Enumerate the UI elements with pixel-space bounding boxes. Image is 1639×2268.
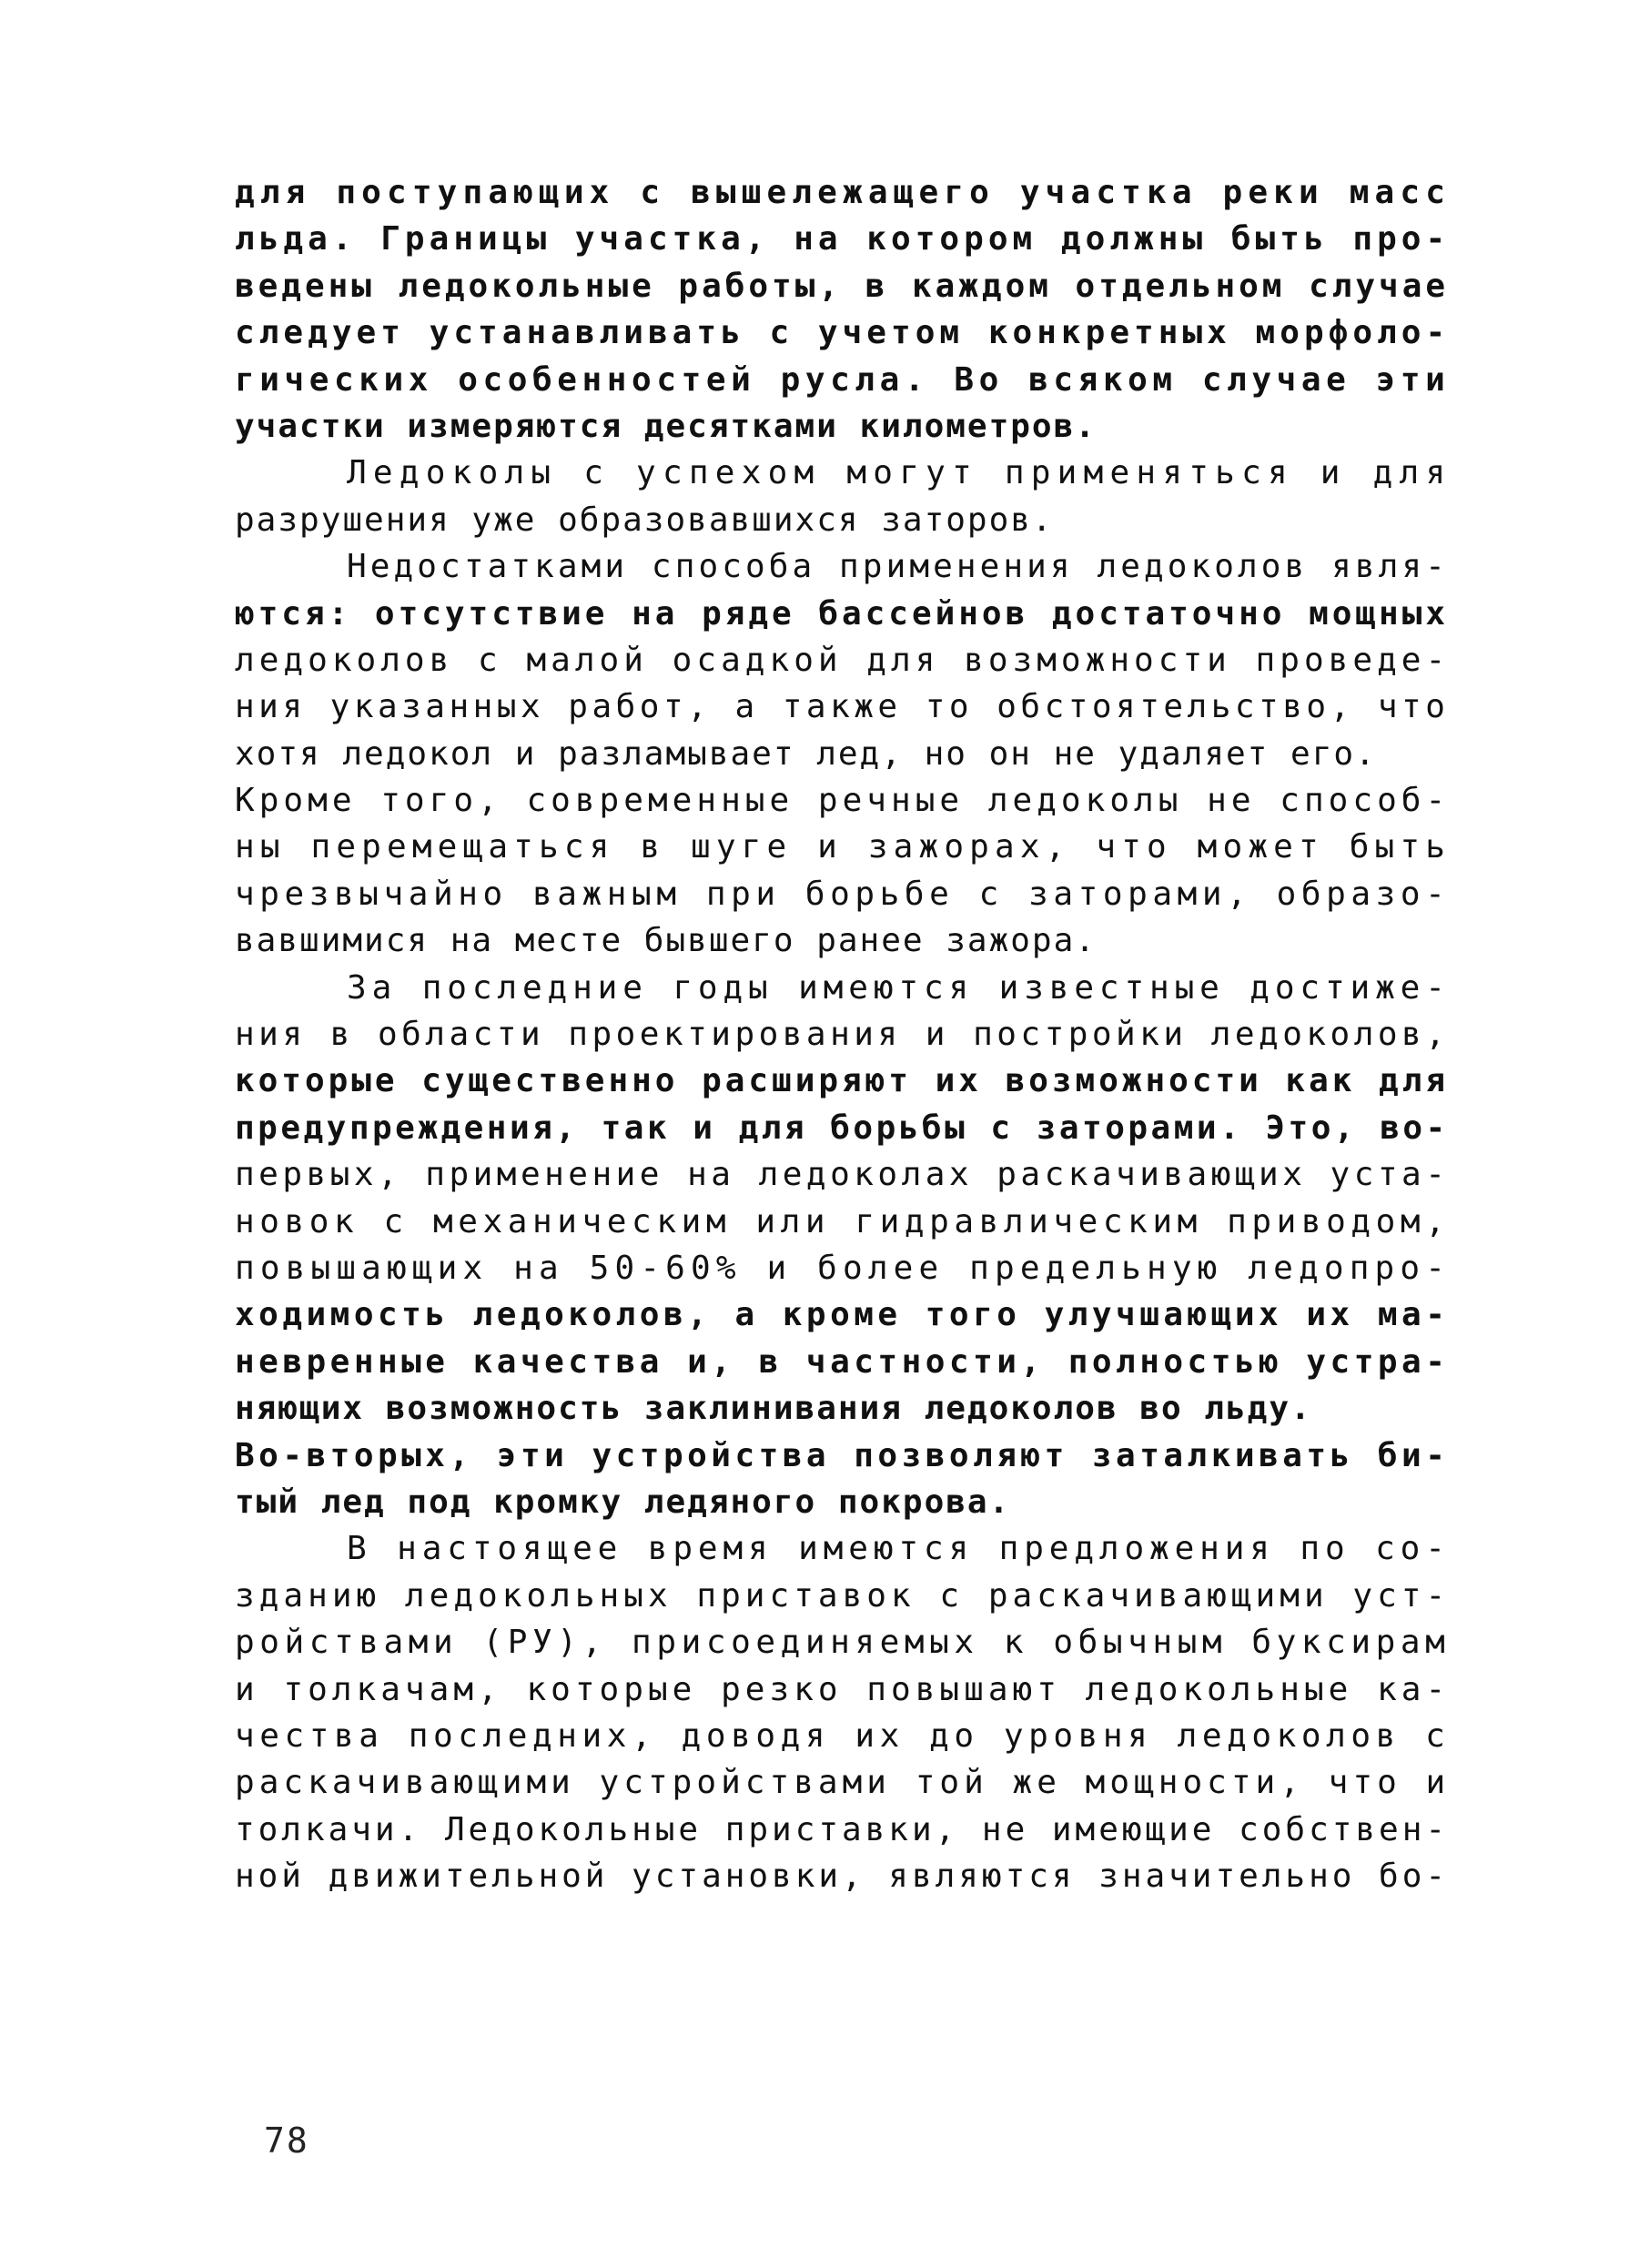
text-line-22: первых, применение на ледоколах раскачивающих уста-	[235, 1156, 1450, 1194]
text-line-35: раскачивающими устройствами той же мощности, что и	[235, 1764, 1451, 1802]
text-line-31: зданию ледокольных приставок с раскачивающими уст-	[235, 1576, 1451, 1615]
text-line-29: тый лед под кромку ледяного покрова.	[235, 1483, 1011, 1521]
text-line-23: новок с механическим или гидравлическим приводом,	[235, 1202, 1451, 1240]
text-line-37: ной движительной установки, являются значительно бо-	[235, 1858, 1449, 1896]
body-text	[235, 169, 1452, 1899]
text-line-36: толкачи. Ледокольные приставки, не имеющие собствен-	[235, 1810, 1449, 1848]
text-line-19: ния в области проектирования и постройки ледоколов,	[235, 1016, 1450, 1054]
text-line-15: ны перемещаться в шуге и зажорах, что может быть	[235, 828, 1452, 866]
text-line-25: ходимость ледоколов, а кроме того улучшающих их ма-	[235, 1296, 1450, 1334]
text-line-28: Во-вторых, эти устройства позволяют заталкивать би-	[235, 1436, 1450, 1474]
text-line-2: льда. Границы участка, на котором должны быть про-	[235, 220, 1451, 258]
text-line-26: невренные качества и, в частности, полностью устра-	[235, 1342, 1450, 1381]
text-line-9: Недостатками способа применения ледоколов явля-	[347, 548, 1449, 586]
text-line-17: вавшимися на месте бывшего ранее зажора.	[235, 922, 1097, 960]
text-line-10: ются: отсутствие на ряде бассейнов достаточно мощных	[235, 594, 1449, 633]
text-line-11: ледоколов с малой осадкой для возможности проведе-	[235, 641, 1451, 679]
text-line-4: следует устанавливать с учетом конкретных морфоло-	[235, 314, 1451, 352]
text-line-33: и толкачам, которые резко повышают ледокольные ка-	[235, 1670, 1451, 1708]
text-line-14: Кроме того, современные речные ледоколы не способ-	[235, 782, 1451, 820]
text-line-30: В настоящее время имеются предложения по со-	[347, 1530, 1451, 1568]
text-line-20: которые существенно расширяют их возможности как для	[235, 1062, 1449, 1100]
text-line-27: няющих возможность заклинивания ледоколов во льду.	[235, 1390, 1312, 1428]
text-line-16: чрезвычайно важным при борьбе с заторами, образо-	[235, 875, 1451, 913]
text-line-13: хотя ледокол и разламывает лед, но он не удаляет его.	[235, 734, 1377, 773]
text-line-32: ройствами (РУ), присоединяемых к обычным буксирам	[235, 1624, 1451, 1662]
text-line-5: гических особенностей русла. Во всяком случае эти	[235, 360, 1451, 399]
text-line-3: ведены ледокольные работы, в каждом отдельном случае	[235, 267, 1449, 305]
text-line-1: для поступающих с вышележащего участка реки масс	[235, 174, 1452, 211]
text-line-18: За последние годы имеются известные достиже-	[347, 968, 1451, 1007]
text-line-34: чества последних, доводя их до уровня ледоколов с	[235, 1716, 1451, 1755]
text-line-6: участки измеряются десятками километров.	[235, 407, 1097, 445]
text-line-8: разрушения уже образовавшихся заторов.	[235, 501, 1054, 539]
text-line-7: Ледоколы с успехом могут применяться и для	[347, 454, 1452, 492]
text-line-24: повышающих на 50-60% и более предельную ледопро-	[235, 1249, 1452, 1287]
text-line-12: ния указанных работ, а также то обстоятельство, что	[235, 688, 1450, 726]
page-number: 78	[264, 2121, 309, 2161]
text-line-21: предупреждения, так и для борьбы с заторами. Это, во-	[235, 1109, 1449, 1147]
